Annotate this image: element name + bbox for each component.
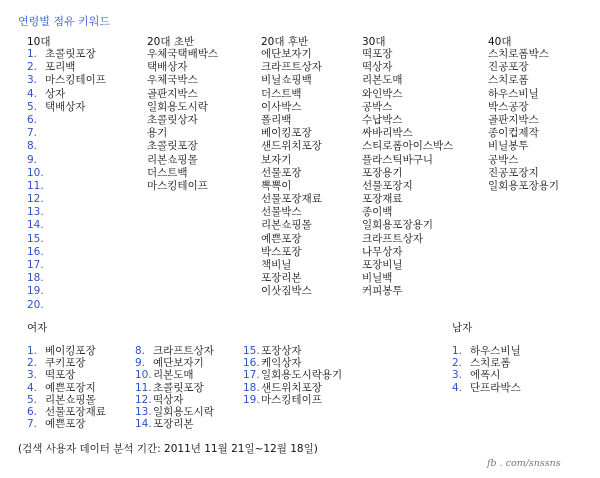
keyword-row xyxy=(243,394,342,406)
keyword-text: 예쁜포장지 xyxy=(45,381,96,394)
keyword-text: 뽁뽁이 xyxy=(261,179,292,192)
keyword-row xyxy=(135,382,214,394)
keyword-row xyxy=(27,272,106,285)
female-list-3 xyxy=(243,345,342,406)
age-column-30s xyxy=(362,36,453,299)
keyword-text: 진공포장 xyxy=(488,61,529,74)
male-section-label: 남자 xyxy=(452,322,473,334)
keyword-row xyxy=(362,88,453,101)
keyword-row xyxy=(27,101,106,114)
male-list xyxy=(452,345,521,394)
keyword-text: 쿠키포장 xyxy=(45,357,86,370)
keyword-row xyxy=(261,101,322,114)
rank-number: 15. xyxy=(27,232,44,245)
rank-number: 3. xyxy=(452,369,463,382)
keyword-text: 우체국택배박스 xyxy=(147,48,219,60)
keyword-row xyxy=(261,48,322,61)
keyword-row xyxy=(27,259,106,272)
keyword-text: 스치로폼 xyxy=(470,357,511,370)
keyword-text: 비닐백 xyxy=(362,272,393,285)
keyword-text: 베이킹포장 xyxy=(261,127,312,140)
rank-number: 3. xyxy=(27,74,38,87)
keyword-text: 일회용도시락 xyxy=(153,405,214,418)
keyword-row xyxy=(362,140,453,153)
keyword-text: 리본도매 xyxy=(362,74,403,87)
rank-number: 1. xyxy=(452,345,463,357)
keyword-row xyxy=(243,357,342,369)
keyword-row xyxy=(362,127,453,140)
keyword-text: 리본쇼핑몰 xyxy=(261,219,312,232)
keyword-text: 스치로폼박스 xyxy=(488,48,549,60)
keyword-row xyxy=(27,406,106,418)
keyword-text: 에폭시 xyxy=(470,369,501,382)
keyword-row xyxy=(27,345,106,357)
keyword-text: 비닐봉투 xyxy=(488,140,529,153)
keyword-row xyxy=(261,272,322,285)
keyword-text: 포장리본 xyxy=(261,272,302,285)
rank-number: 2. xyxy=(452,357,463,370)
age-column-10s xyxy=(27,36,106,312)
rank-number: 2. xyxy=(27,61,38,74)
keyword-row xyxy=(27,140,106,153)
rank-number: 2. xyxy=(27,357,38,370)
keyword-text: 공박스 xyxy=(362,100,393,113)
keyword-row xyxy=(147,88,218,101)
female-section-label: 여자 xyxy=(27,322,48,334)
rank-number: 5. xyxy=(27,100,38,113)
rank-number: 15. xyxy=(243,345,260,357)
column-header: 20대 초반 xyxy=(147,36,195,48)
keyword-text: 포장비닐 xyxy=(362,259,403,271)
rank-number: 7. xyxy=(27,418,38,431)
keyword-row xyxy=(27,418,106,430)
rank-number: 3. xyxy=(27,369,38,382)
keyword-row xyxy=(362,206,453,219)
keyword-row xyxy=(488,114,559,127)
keyword-row xyxy=(362,180,453,193)
keyword-row xyxy=(488,154,559,167)
keyword-row xyxy=(362,246,453,259)
keyword-row xyxy=(362,154,453,167)
keyword-row xyxy=(27,154,106,167)
keyword-row xyxy=(261,140,322,153)
keyword-row xyxy=(243,345,342,357)
keyword-row xyxy=(261,167,322,180)
keyword-text: 초콜릿포장 xyxy=(153,381,204,394)
keyword-text: 마스킹테이프 xyxy=(45,74,106,87)
keyword-text: 크라프트상자 xyxy=(261,61,322,74)
keyword-row xyxy=(362,219,453,232)
female-list-2 xyxy=(135,345,214,430)
rank-number: 19. xyxy=(243,393,260,406)
keyword-row xyxy=(147,114,218,127)
rank-number: 12. xyxy=(27,193,44,206)
column-header: 30대 xyxy=(362,36,386,48)
rank-number: 17. xyxy=(243,369,260,382)
keyword-text: 일회용도시락 xyxy=(147,100,208,113)
rank-number: 4. xyxy=(27,87,38,100)
keyword-text: 택배상자 xyxy=(45,100,86,113)
keyword-row xyxy=(27,394,106,406)
keyword-row xyxy=(362,114,453,127)
keyword-row xyxy=(362,74,453,87)
rank-number: 10. xyxy=(27,166,44,179)
keyword-row xyxy=(452,382,521,394)
keyword-row xyxy=(261,127,322,140)
keyword-row xyxy=(261,114,322,127)
keyword-text: 일회용포장용기 xyxy=(488,179,560,192)
keyword-row xyxy=(147,48,218,61)
rank-number: 5. xyxy=(27,393,38,406)
keyword-row xyxy=(261,259,322,272)
keyword-row xyxy=(27,61,106,74)
keyword-text: 플라스틱바구니 xyxy=(362,153,434,166)
keyword-row xyxy=(27,246,106,259)
keyword-text: 마스킹테이프 xyxy=(261,393,322,406)
keyword-text: 상자 xyxy=(45,87,66,100)
keyword-text: 샌드위치포장 xyxy=(261,140,322,153)
keyword-text: 진공포장지 xyxy=(488,166,539,179)
keyword-row xyxy=(135,357,214,369)
rank-number: 12. xyxy=(135,393,152,406)
keyword-text: 포리백 xyxy=(45,61,76,74)
keyword-row xyxy=(147,61,218,74)
keyword-text: 초콜릿포장 xyxy=(45,48,96,60)
keyword-row xyxy=(488,61,559,74)
keyword-text: 베이킹포장 xyxy=(45,345,96,357)
keyword-row xyxy=(27,180,106,193)
keyword-row xyxy=(27,48,106,61)
rank-number: 14. xyxy=(135,418,152,431)
keyword-text: 케익상자 xyxy=(261,357,302,370)
keyword-row xyxy=(362,233,453,246)
keyword-text: 싸바리박스 xyxy=(362,127,413,140)
keyword-text: 포장재료 xyxy=(362,193,403,206)
keyword-row xyxy=(488,101,559,114)
keyword-row xyxy=(147,180,218,193)
keyword-text: 택배상자 xyxy=(147,61,188,74)
rank-number: 6. xyxy=(27,113,38,126)
rank-number: 13. xyxy=(27,206,44,219)
keyword-row xyxy=(27,88,106,101)
keyword-row xyxy=(27,357,106,369)
keyword-row xyxy=(261,74,322,87)
keyword-row xyxy=(488,74,559,87)
keyword-text: 와인박스 xyxy=(362,87,403,100)
keyword-text: 떡상자 xyxy=(153,393,184,406)
rank-number: 18. xyxy=(243,381,260,394)
keyword-row xyxy=(362,193,453,206)
keyword-text: 마스킹테이프 xyxy=(147,179,208,192)
keyword-row xyxy=(261,154,322,167)
keyword-text: 스치로폼 xyxy=(488,74,529,87)
rank-number: 8. xyxy=(27,140,38,153)
keyword-row xyxy=(362,272,453,285)
keyword-text: 리본쇼핑몰 xyxy=(45,393,96,406)
rank-number: 6. xyxy=(27,405,38,418)
keyword-row xyxy=(147,101,218,114)
rank-number: 7. xyxy=(27,127,38,140)
credit-watermark: fb . com/snssns xyxy=(487,458,561,469)
keyword-text: 책비닐 xyxy=(261,259,292,271)
keyword-row xyxy=(27,127,106,140)
keyword-row xyxy=(27,167,106,180)
keyword-text: 포장상자 xyxy=(261,345,302,357)
keyword-row xyxy=(135,406,214,418)
rank-number: 11. xyxy=(135,381,152,394)
keyword-row xyxy=(488,127,559,140)
keyword-row xyxy=(27,206,106,219)
keyword-row xyxy=(362,285,453,298)
keyword-row xyxy=(147,127,218,140)
keyword-text: 포장용기 xyxy=(362,166,403,179)
keyword-text: 리본도매 xyxy=(153,369,194,382)
keyword-text: 하우스비닐 xyxy=(488,87,539,100)
keyword-text: 폴리백 xyxy=(261,113,292,126)
keyword-text: 선물포장 xyxy=(261,166,302,179)
keyword-row xyxy=(488,48,559,61)
keyword-row xyxy=(27,74,106,87)
keyword-row xyxy=(135,345,214,357)
keyword-row xyxy=(27,114,106,127)
keyword-row xyxy=(27,382,106,394)
keyword-row xyxy=(147,74,218,87)
keyword-text: 이사박스 xyxy=(261,100,302,113)
keyword-text: 골판지박스 xyxy=(147,87,198,100)
keyword-text: 예단보자기 xyxy=(153,357,204,370)
keyword-row xyxy=(135,394,214,406)
rank-number: 20. xyxy=(27,298,44,311)
keyword-text: 스티로폼아이스박스 xyxy=(362,140,454,153)
keyword-text: 일회용포장용기 xyxy=(362,219,434,232)
keyword-text: 수납박스 xyxy=(362,113,403,126)
keyword-text: 선물포장지 xyxy=(362,179,413,192)
keyword-text: 우체국박스 xyxy=(147,74,198,87)
keyword-row xyxy=(362,259,453,272)
keyword-row xyxy=(147,167,218,180)
keyword-text: 더스트백 xyxy=(261,87,302,100)
keyword-row xyxy=(27,219,106,232)
keyword-text: 골판지박스 xyxy=(488,113,539,126)
keyword-text: 리본쇼핑몰 xyxy=(147,153,198,166)
keyword-text: 나무상자 xyxy=(362,245,403,258)
keyword-text: 크라프트상자 xyxy=(362,232,423,245)
keyword-row xyxy=(261,233,322,246)
keyword-row xyxy=(261,180,322,193)
keyword-text: 비닐쇼핑백 xyxy=(261,74,312,87)
keyword-row xyxy=(362,61,453,74)
rank-number: 10. xyxy=(135,369,152,382)
keyword-row xyxy=(362,167,453,180)
keyword-row xyxy=(452,357,521,369)
keyword-row xyxy=(27,369,106,381)
keyword-text: 박스공장 xyxy=(488,100,529,113)
rank-number: 9. xyxy=(27,153,38,166)
rank-number: 19. xyxy=(27,285,44,298)
keyword-row xyxy=(261,219,322,232)
keyword-text: 선물박스 xyxy=(261,206,302,219)
rank-number: 17. xyxy=(27,259,44,271)
keyword-row xyxy=(362,48,453,61)
keyword-text: 떡상자 xyxy=(362,61,393,74)
keyword-text: 예쁜포장 xyxy=(45,418,86,431)
keyword-text: 초콜릿상자 xyxy=(147,113,198,126)
keyword-row xyxy=(243,369,342,381)
keyword-row xyxy=(452,345,521,357)
keyword-text: 샌드위치포장 xyxy=(261,381,322,394)
keyword-row xyxy=(135,369,214,381)
rank-number: 13. xyxy=(135,405,152,418)
keyword-text: 크라프트상자 xyxy=(153,345,214,357)
keyword-text: 종이백 xyxy=(362,206,393,219)
column-header: 20대 후반 xyxy=(261,36,309,48)
keyword-text: 보자기 xyxy=(261,153,292,166)
age-column-20s-early xyxy=(147,36,218,193)
rank-number: 8. xyxy=(135,345,146,357)
female-list-1 xyxy=(27,345,106,430)
keyword-row xyxy=(488,180,559,193)
keyword-text: 포장리본 xyxy=(153,418,194,431)
keyword-row xyxy=(27,193,106,206)
keyword-row xyxy=(147,154,218,167)
keyword-row xyxy=(243,382,342,394)
keyword-row xyxy=(261,246,322,259)
rank-number: 14. xyxy=(27,219,44,232)
keyword-row xyxy=(135,418,214,430)
keyword-row xyxy=(147,140,218,153)
keyword-row xyxy=(261,61,322,74)
keyword-row xyxy=(27,285,106,298)
keyword-row xyxy=(488,167,559,180)
rank-number: 1. xyxy=(27,48,38,60)
keyword-text: 예쁜포장 xyxy=(261,232,302,245)
age-column-20s-late xyxy=(261,36,322,299)
column-header: 10대 xyxy=(27,36,51,48)
keyword-row xyxy=(362,101,453,114)
analysis-period-note: (검색 사용자 데이터 분석 기간: 2011년 11월 21일~12월 18일) xyxy=(18,443,318,455)
keyword-text: 박스포장 xyxy=(261,245,302,258)
keyword-text: 용기 xyxy=(147,127,168,140)
keyword-row xyxy=(261,88,322,101)
rank-number: 16. xyxy=(27,245,44,258)
keyword-text: 더스트백 xyxy=(147,166,188,179)
keyword-row xyxy=(452,369,521,381)
rank-number: 18. xyxy=(27,272,44,285)
keyword-row xyxy=(488,88,559,101)
keyword-row xyxy=(261,193,322,206)
keyword-text: 공박스 xyxy=(488,153,519,166)
age-column-40s xyxy=(488,36,559,193)
keyword-row xyxy=(27,233,106,246)
rank-number: 9. xyxy=(135,357,146,370)
keyword-row xyxy=(261,206,322,219)
rank-number: 1. xyxy=(27,345,38,357)
rank-number: 16. xyxy=(243,357,260,370)
keyword-text: 일회용도시락용기 xyxy=(261,369,343,382)
keyword-row xyxy=(488,140,559,153)
keyword-row xyxy=(27,299,106,312)
keyword-row xyxy=(261,285,322,298)
keyword-text: 떡포장 xyxy=(45,369,76,382)
keyword-text: 단프라박스 xyxy=(470,381,521,394)
keyword-text: 선물포장재료 xyxy=(261,193,322,206)
keyword-text: 이삿짐박스 xyxy=(261,285,312,298)
keyword-text: 하우스비닐 xyxy=(470,345,521,357)
keyword-text: 떡포장 xyxy=(362,48,393,60)
keyword-text: 초콜릿포장 xyxy=(147,140,198,153)
keyword-text: 종이컵제작 xyxy=(488,127,539,140)
rank-number: 4. xyxy=(27,381,38,394)
rank-number: 4. xyxy=(452,381,463,394)
rank-number: 11. xyxy=(27,179,44,192)
keyword-text: 커피봉투 xyxy=(362,285,403,298)
keyword-text: 에단보자기 xyxy=(261,48,312,60)
column-header: 40대 xyxy=(488,36,512,48)
page-title: 연령별 점유 키워드 xyxy=(18,15,111,28)
keyword-text: 선물포장재료 xyxy=(45,405,106,418)
